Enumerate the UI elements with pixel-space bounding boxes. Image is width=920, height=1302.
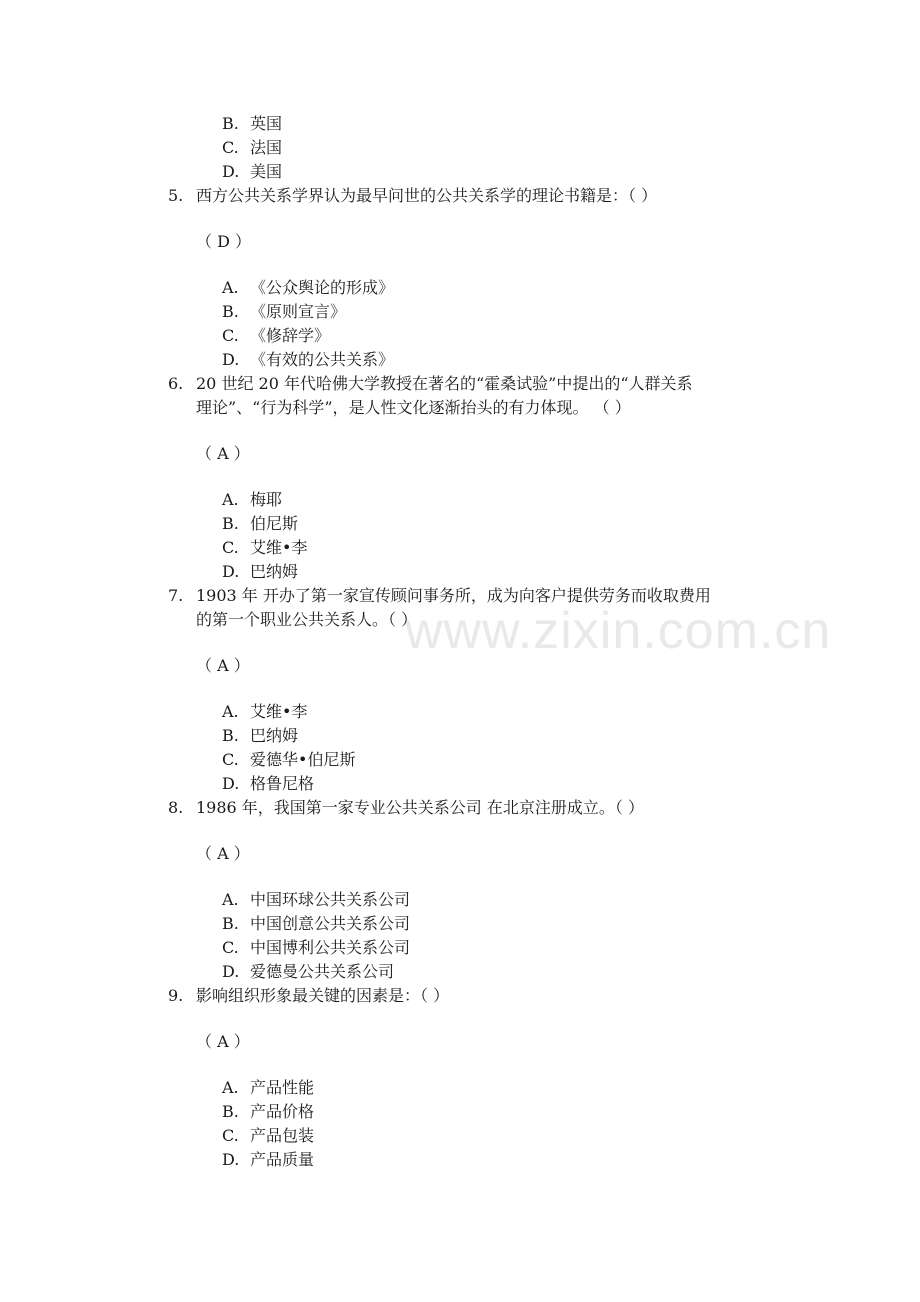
option-item bbox=[222, 324, 330, 348]
answer: （ A ） bbox=[196, 444, 250, 463]
option-letter: B. bbox=[222, 914, 239, 933]
option-letter: B. bbox=[222, 114, 239, 133]
question-text: 1903 年 开办了第一家宣传顾问事务所，成为向客户提供劳务而收取费用 bbox=[196, 586, 711, 605]
option-text: 伯尼斯 bbox=[250, 514, 299, 533]
question-text-continued: 的第一个职业公共关系人。（ ） bbox=[196, 610, 418, 629]
option-text: 中国创意公共关系公司 bbox=[250, 914, 411, 933]
question-number: 8. bbox=[168, 798, 184, 817]
option-text: 产品包装 bbox=[250, 1126, 315, 1145]
option-text: 艾维•李 bbox=[250, 702, 308, 721]
watermark: www.zixin.com.cn bbox=[405, 602, 832, 660]
option-letter: A. bbox=[222, 1078, 239, 1097]
option-item bbox=[222, 536, 307, 560]
option-letter: B. bbox=[222, 302, 239, 321]
option-item bbox=[222, 1148, 314, 1172]
option-item bbox=[222, 136, 282, 160]
option-letter: C. bbox=[222, 138, 239, 157]
answer: （ A ） bbox=[196, 656, 250, 675]
question-text: 20 世纪 20 年代哈佛大学教授在著名的“霍桑试验”中提出的“人群关系 bbox=[196, 374, 693, 393]
question-text: 1986 年，我国第一家专业公共关系公司 在北京注册成立。（ ） bbox=[196, 798, 644, 817]
question-6 bbox=[168, 372, 808, 396]
question-number: 7. bbox=[168, 586, 184, 605]
option-text: 《修辞学》 bbox=[250, 326, 331, 345]
option-text: 英国 bbox=[250, 114, 283, 133]
option-item bbox=[222, 1076, 314, 1100]
option-item bbox=[222, 724, 298, 748]
question-7 bbox=[168, 584, 808, 608]
option-item bbox=[222, 1100, 314, 1124]
answer: （ A ） bbox=[196, 844, 250, 863]
option-letter: C. bbox=[222, 538, 239, 557]
question-8 bbox=[168, 796, 808, 820]
option-letter: D. bbox=[222, 162, 240, 181]
option-letter: D. bbox=[222, 562, 240, 581]
option-letter: A. bbox=[222, 702, 239, 721]
option-item bbox=[222, 960, 394, 984]
option-text: 爱德华•伯尼斯 bbox=[250, 750, 356, 769]
option-text: 爱德曼公共关系公司 bbox=[250, 962, 395, 981]
option-item bbox=[222, 936, 410, 960]
option-text: 《原则宣言》 bbox=[250, 302, 347, 321]
option-item bbox=[222, 300, 346, 324]
option-letter: C. bbox=[222, 1126, 239, 1145]
option-item bbox=[222, 488, 282, 512]
option-letter: A. bbox=[222, 490, 239, 509]
option-text: 中国博利公共关系公司 bbox=[250, 938, 411, 957]
option-item bbox=[222, 748, 355, 772]
question-number: 6. bbox=[168, 374, 184, 393]
option-text: 中国环球公共关系公司 bbox=[250, 890, 411, 909]
option-letter: C. bbox=[222, 326, 239, 345]
option-letter: B. bbox=[222, 726, 239, 745]
option-item bbox=[222, 348, 394, 372]
question-text-continued: 理论”、“行为科学”，是人性文化逐渐抬头的有力体现。 （ ） bbox=[196, 398, 631, 417]
question-number: 5. bbox=[168, 186, 184, 205]
option-item bbox=[222, 512, 298, 536]
option-text: 艾维•李 bbox=[250, 538, 308, 557]
option-letter: D. bbox=[222, 1150, 240, 1169]
option-text: 《有效的公共关系》 bbox=[250, 350, 395, 369]
option-letter: D. bbox=[222, 774, 240, 793]
option-item bbox=[222, 700, 307, 724]
option-item bbox=[222, 276, 394, 300]
option-text: 产品价格 bbox=[250, 1102, 315, 1121]
option-text: 产品质量 bbox=[250, 1150, 315, 1169]
answer: （ D ） bbox=[196, 232, 252, 251]
option-text: 美国 bbox=[250, 162, 283, 181]
option-item bbox=[222, 160, 282, 184]
option-text: 《公众舆论的形成》 bbox=[250, 278, 395, 297]
option-item bbox=[222, 560, 298, 584]
option-item bbox=[222, 1124, 314, 1148]
question-9 bbox=[168, 984, 808, 1008]
option-text: 产品性能 bbox=[250, 1078, 315, 1097]
option-letter: C. bbox=[222, 750, 239, 769]
option-letter: B. bbox=[222, 1102, 239, 1121]
option-text: 格鲁尼格 bbox=[250, 774, 315, 793]
option-item bbox=[222, 112, 282, 136]
option-letter: C. bbox=[222, 938, 239, 957]
option-letter: A. bbox=[222, 890, 239, 909]
answer: （ A ） bbox=[196, 1032, 250, 1051]
option-item bbox=[222, 772, 314, 796]
option-letter: B. bbox=[222, 514, 239, 533]
option-text: 梅耶 bbox=[250, 490, 283, 509]
option-text: 巴纳姆 bbox=[250, 562, 299, 581]
option-text: 法国 bbox=[250, 138, 283, 157]
option-text: 巴纳姆 bbox=[250, 726, 299, 745]
option-item bbox=[222, 888, 410, 912]
option-letter: D. bbox=[222, 962, 240, 981]
question-5 bbox=[168, 184, 808, 208]
option-item bbox=[222, 912, 410, 936]
option-letter: A. bbox=[222, 278, 239, 297]
question-text: 影响组织形象最关键的因素是：（ ） bbox=[196, 986, 450, 1005]
question-text: 西方公共关系学界认为最早问世的公共关系学的理论书籍是：（ ） bbox=[196, 186, 658, 205]
question-number: 9. bbox=[168, 986, 184, 1005]
option-letter: D. bbox=[222, 350, 240, 369]
